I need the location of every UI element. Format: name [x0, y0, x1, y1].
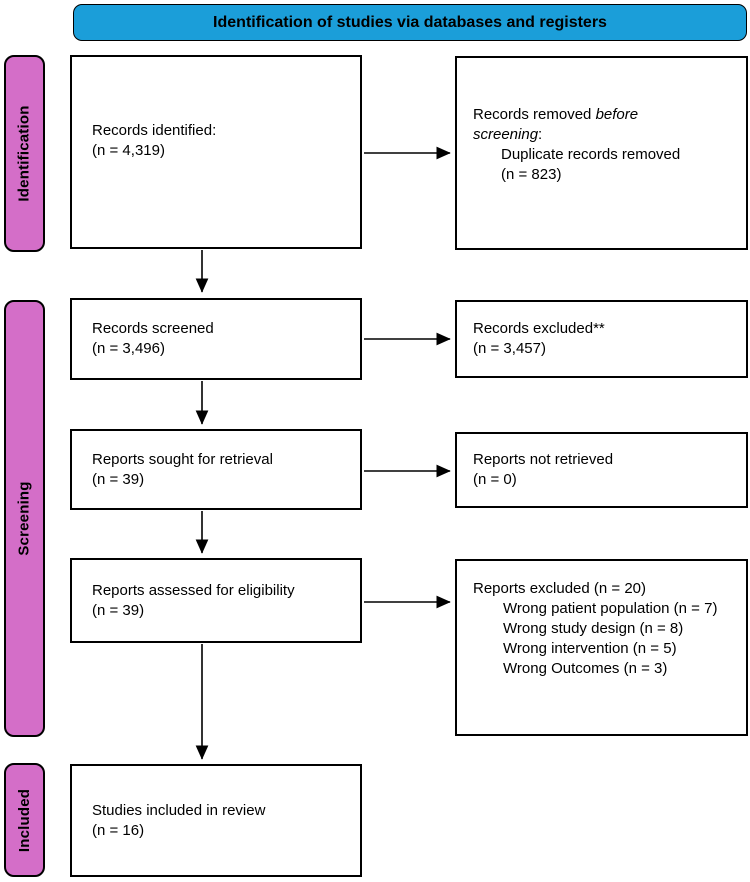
records-removed-colon: : — [538, 126, 543, 143]
studies-included-count: (n = 16) — [92, 821, 145, 839]
stage-label-identification — [4, 55, 45, 252]
records-removed-italic-screening: screening — [473, 126, 539, 143]
reports-assessed-line1: Reports assessed for eligibility — [92, 581, 295, 599]
records-removed-sub-line1: Duplicate records removed — [501, 146, 681, 163]
stage-label-identification-text: Identification — [16, 105, 34, 202]
reports-sought-count: (n = 39) — [92, 470, 145, 488]
reports-not-retrieved-line1: Reports not retrieved — [473, 451, 614, 468]
records-excluded-count: (n = 3,457) — [473, 340, 546, 357]
records-screened-line1: Records screened — [92, 320, 214, 337]
records-removed-line2 — [473, 125, 738, 145]
stage-label-screening — [4, 300, 45, 737]
records-identified-count: (n = 4,319) — [92, 142, 165, 159]
records-screened-count: (n = 3,496) — [92, 340, 165, 357]
records-excluded-line1: Records excluded** — [473, 320, 605, 337]
reports-excluded-line1: Reports excluded (n = 20) — [473, 580, 647, 597]
reports-excluded-reason-1: Wrong patient population (n = 7) — [503, 600, 718, 617]
records-removed-italic-before: before — [595, 106, 639, 123]
box-records-removed — [455, 56, 748, 250]
records-removed-sub-count: (n = 823) — [501, 166, 562, 183]
box-reports-sought — [70, 429, 362, 510]
box-reports-assessed — [70, 558, 362, 643]
box-reports-excluded — [455, 559, 748, 736]
reports-sought-line1: Reports sought for retrieval — [92, 450, 273, 468]
reports-excluded-reason-2: Wrong study design (n = 8) — [503, 620, 684, 637]
reports-not-retrieved-count: (n = 0) — [473, 471, 517, 488]
box-records-identified — [70, 55, 362, 249]
reports-excluded-reason-4: Wrong Outcomes (n = 3) — [503, 660, 668, 677]
reports-excluded-reason-3: Wrong intervention (n = 5) — [503, 640, 677, 657]
reports-assessed-count: (n = 39) — [92, 601, 145, 619]
box-studies-included — [70, 764, 362, 877]
records-identified-line1: Records identified: — [92, 122, 217, 139]
box-records-screened — [70, 298, 362, 380]
stage-label-included — [4, 763, 45, 877]
box-records-excluded — [455, 300, 748, 378]
studies-included-line1: Studies included in review — [92, 801, 266, 819]
diagram-title-banner — [73, 4, 747, 41]
records-removed-line1 — [473, 105, 738, 125]
diagram-title: Identification of studies via databases and registers — [213, 13, 607, 31]
box-reports-not-retrieved — [455, 432, 748, 508]
stage-label-included-text: Included — [16, 788, 33, 852]
stage-label-screening-text: Screening — [16, 481, 34, 556]
records-removed-normal-text: Records removed — [473, 106, 596, 123]
